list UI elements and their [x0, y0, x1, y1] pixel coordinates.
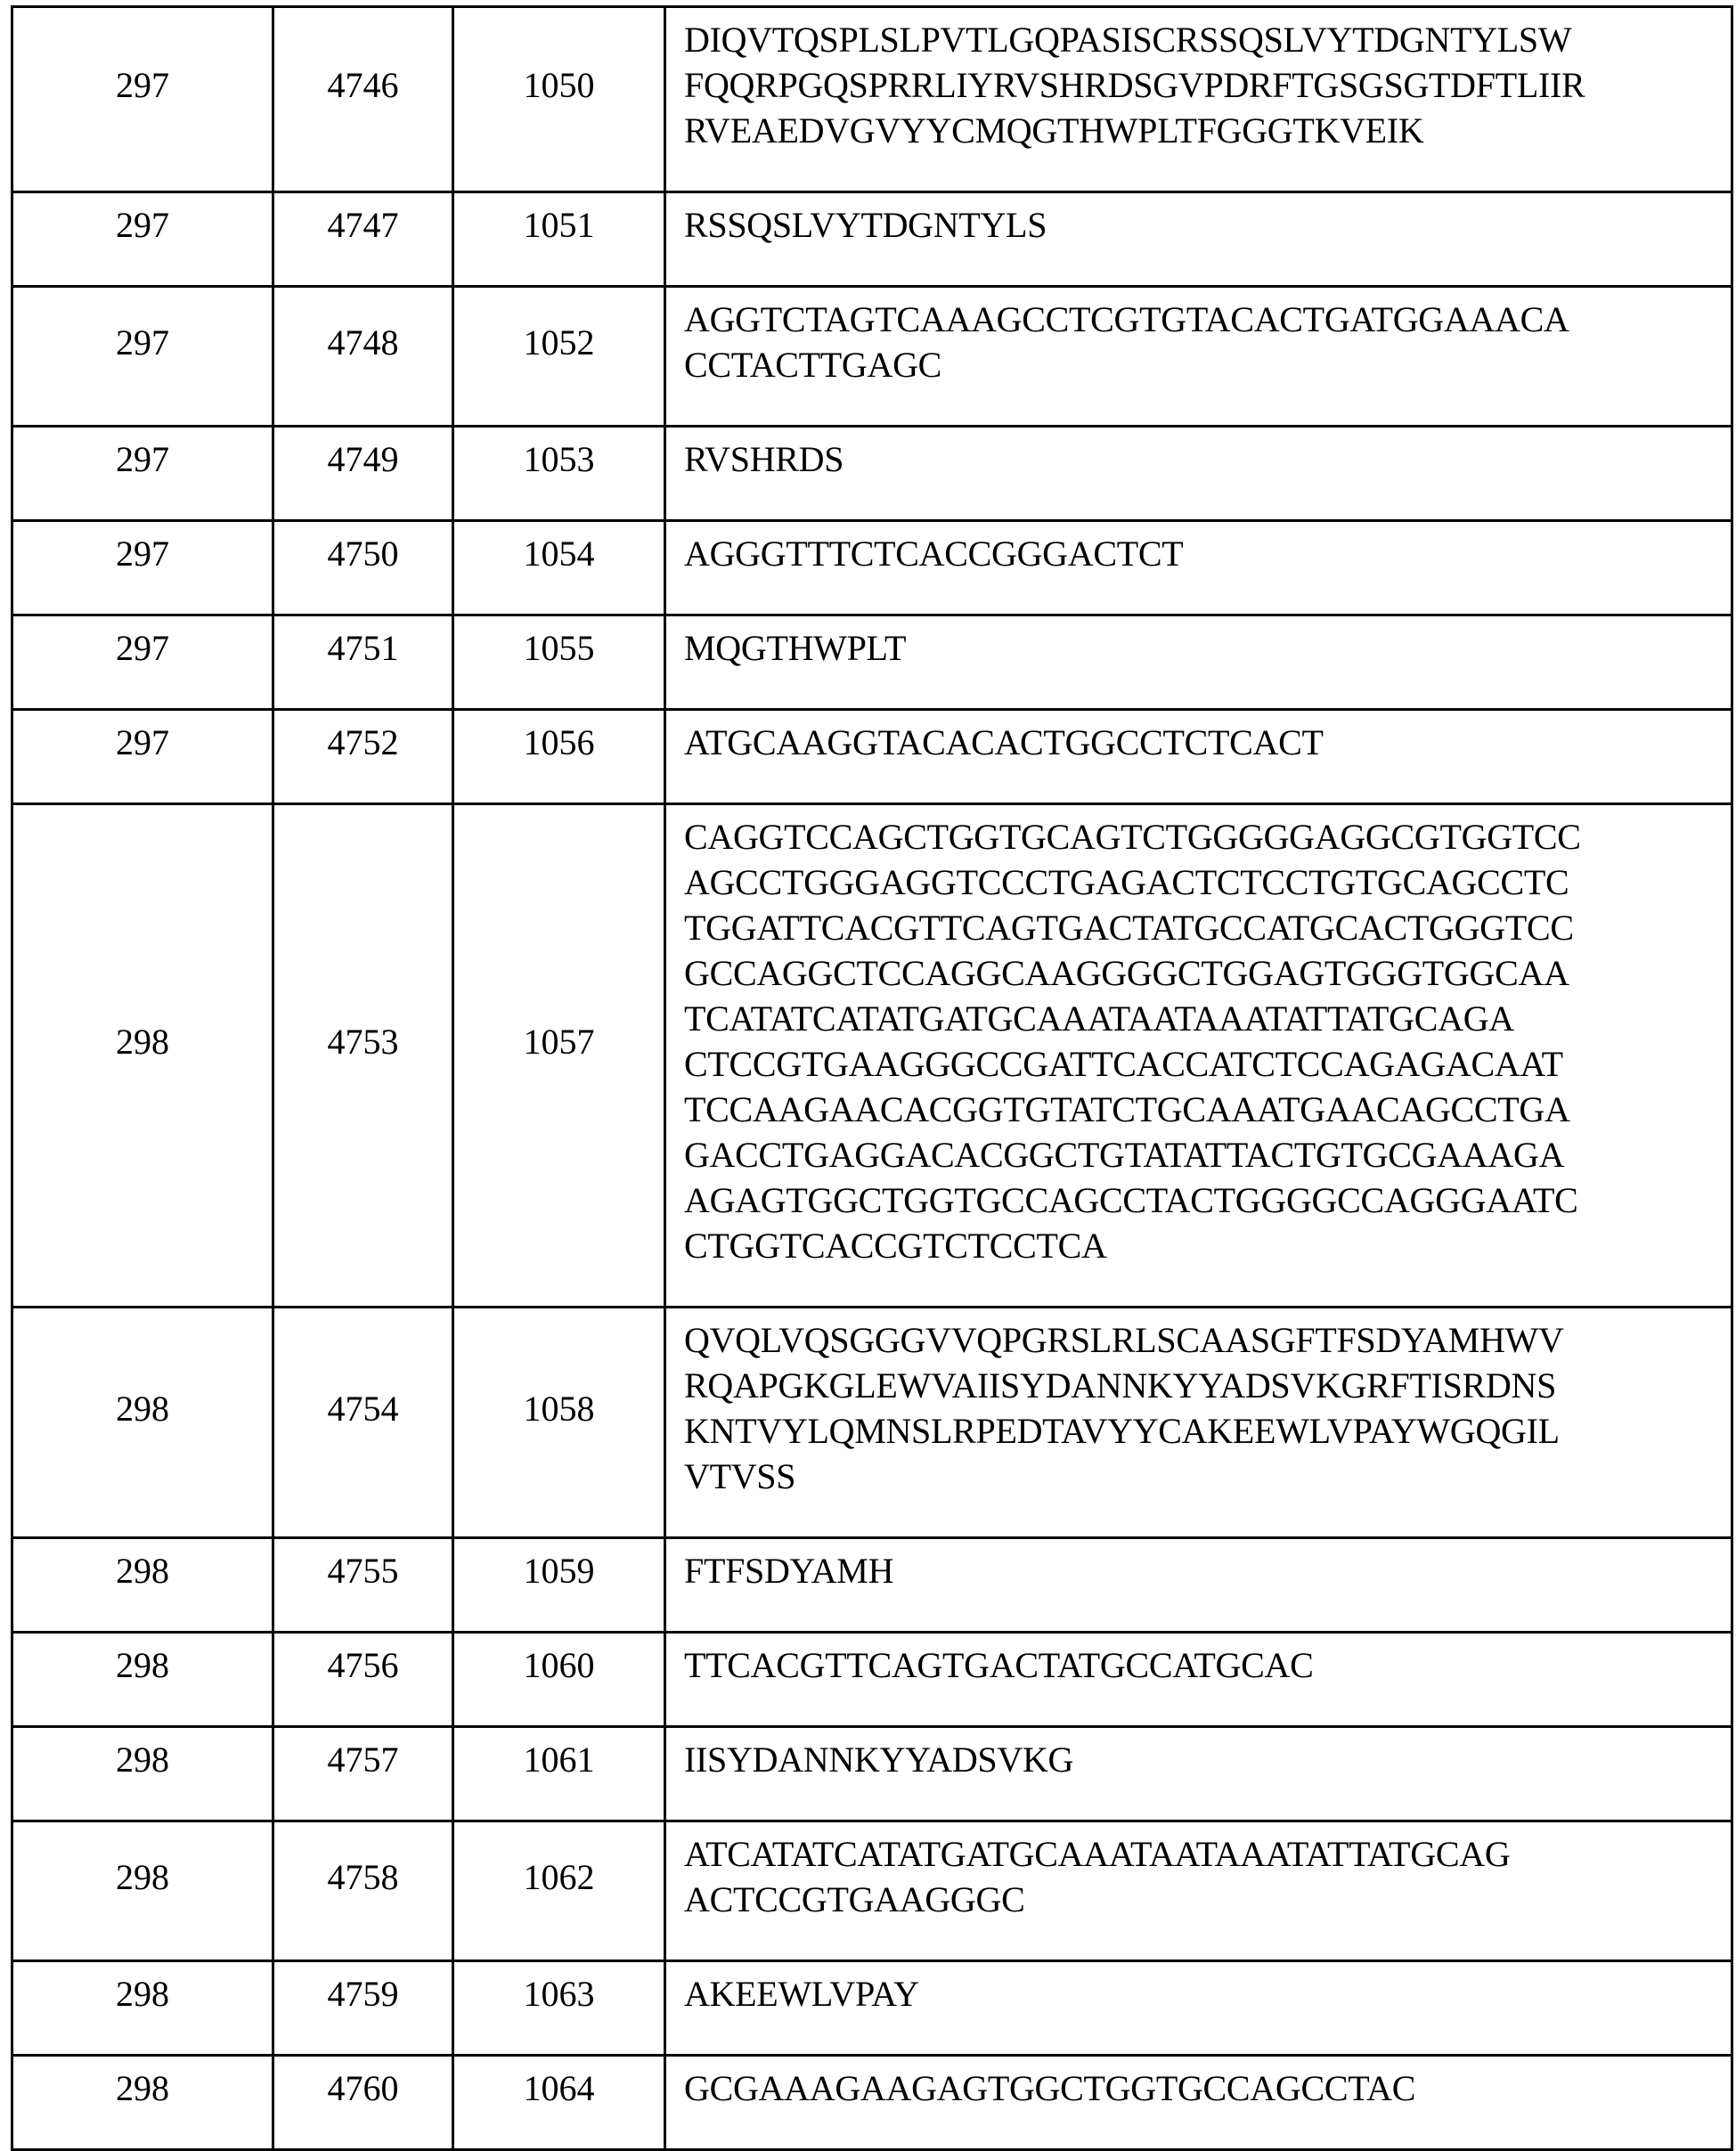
group-id-cell: 297 [12, 427, 273, 521]
group-id-cell: 298 [12, 1633, 273, 1727]
sequence-cell: ATCATATCATATGATGCAAATAATAAATATTATGCAG ACTCCGTGAAGGGC [665, 1821, 1732, 1961]
sequence-cell: AGGGTTTCTCACCGGGACTCT [665, 521, 1732, 615]
sequence-cell: CAGGTCCAGCTGGTGCAGTCTGGGGGAGGCGTGGTCC AGCCTGGGAGGTCCCTGAGACTCTCCTGTGCAGCCTC TGGATTCACGTTCAGTGACTATGCCATGCACTGGGTCC GCCAGGCTCCAGGCAAGGGGCTGGAGTGGGTGGCAA TCATATCATATGATGCAAATAATAAATATTATGCAGA CTCCGTGAAGGGCCGATTCACCATCTCCAGAGACAAT TCCAAGAACACGGTGTATCTGCAAATGAACAGCCTGA GACCTGAGGACACGGCTGTATATTACTGTGCGAAAGA AGAGTGGCTGGTGCCAGCCTACTGGGGCCAGGGAATC CTGGTCACCGTCTCCTCA [665, 804, 1732, 1308]
seq-id-cell: 4760 [273, 2056, 453, 2150]
seq-id-cell: 4758 [273, 1821, 453, 1961]
ref-id-cell: 1063 [453, 1961, 665, 2056]
seq-id-cell: 4754 [273, 1308, 453, 1538]
group-id-cell: 297 [12, 7, 273, 192]
group-id-cell: 298 [12, 804, 273, 1308]
ref-id-cell: 1054 [453, 521, 665, 615]
sequence-cell: DIQVTQSPLSLPVTLGQPASISCRSSQSLVYTDGNTYLSW FQQRPGQSPRRLIYRVSHRDSGVPDRFTGSGSGTDFTLIIR RVEAEDVGVYYCMQGTHWPLTFGGGTKVEIK [665, 7, 1732, 192]
seq-id-cell: 4750 [273, 521, 453, 615]
ref-id-cell: 1055 [453, 615, 665, 710]
sequence-cell: TTCACGTTCAGTGACTATGCCATGCAC [665, 1633, 1732, 1727]
table-row [12, 2056, 1732, 2150]
ref-id-cell: 1052 [453, 287, 665, 427]
sequence-cell: MQGTHWPLT [665, 615, 1732, 710]
seq-id-cell: 4751 [273, 615, 453, 710]
sequence-cell: QVQLVQSGGGVVQPGRSLRLSCAASGFTFSDYAMHWV RQAPGKGLEWVAIISYDANNKYYADSVKGRFTISRDNS KNTVYLQMNSLRPEDTAVYYCAKEEWLVPAYWGQGIL VTVSS [665, 1308, 1732, 1538]
group-id-cell: 297 [12, 192, 273, 287]
seq-id-cell: 4755 [273, 1538, 453, 1633]
table-row [12, 615, 1732, 710]
ref-id-cell: 1058 [453, 1308, 665, 1538]
group-id-cell: 297 [12, 521, 273, 615]
seq-id-cell: 4756 [273, 1633, 453, 1727]
ref-id-cell: 1050 [453, 7, 665, 192]
sequence-cell: FTFSDYAMH [665, 1538, 1732, 1633]
group-id-cell: 297 [12, 615, 273, 710]
seq-id-cell: 4749 [273, 427, 453, 521]
table-row [12, 7, 1732, 192]
sequence-cell: IISYDANNKYYADSVKG [665, 1727, 1732, 1821]
ref-id-cell: 1057 [453, 804, 665, 1308]
sequence-cell: ATGCAAGGTACACACTGGCCTCTCACT [665, 710, 1732, 804]
ref-id-cell: 1061 [453, 1727, 665, 1821]
table-row [12, 192, 1732, 287]
sequence-cell: AKEEWLVPAY [665, 1961, 1732, 2056]
table-row [12, 1727, 1732, 1821]
ref-id-cell: 1062 [453, 1821, 665, 1961]
sequence-cell: RSSQSLVYTDGNTYLS [665, 192, 1732, 287]
group-id-cell: 298 [12, 1821, 273, 1961]
seq-id-cell: 4746 [273, 7, 453, 192]
ref-id-cell: 1064 [453, 2056, 665, 2150]
group-id-cell: 297 [12, 287, 273, 427]
seq-id-cell: 4748 [273, 287, 453, 427]
table-row [12, 287, 1732, 427]
group-id-cell: 298 [12, 1961, 273, 2056]
group-id-cell: 298 [12, 1538, 273, 1633]
group-id-cell: 298 [12, 1727, 273, 1821]
sequence-cell: RVSHRDS [665, 427, 1732, 521]
table-row [12, 1308, 1732, 1538]
table-row [12, 804, 1732, 1308]
ref-id-cell: 1060 [453, 1633, 665, 1727]
seq-id-cell: 4757 [273, 1727, 453, 1821]
table-row [12, 1961, 1732, 2056]
ref-id-cell: 1053 [453, 427, 665, 521]
table-row [12, 1821, 1732, 1961]
seq-id-cell: 4752 [273, 710, 453, 804]
group-id-cell: 298 [12, 1308, 273, 1538]
group-id-cell: 297 [12, 710, 273, 804]
sequence-cell: GCGAAAGAAGAGTGGCTGGTGCCAGCCTAC [665, 2056, 1732, 2150]
table-row [12, 521, 1732, 615]
sequence-table [11, 5, 1733, 2151]
ref-id-cell: 1051 [453, 192, 665, 287]
ref-id-cell: 1056 [453, 710, 665, 804]
seq-id-cell: 4759 [273, 1961, 453, 2056]
ref-id-cell: 1059 [453, 1538, 665, 1633]
table-row [12, 1538, 1732, 1633]
table-row [12, 427, 1732, 521]
seq-id-cell: 4747 [273, 192, 453, 287]
group-id-cell: 298 [12, 2056, 273, 2150]
seq-id-cell: 4753 [273, 804, 453, 1308]
table-row [12, 1633, 1732, 1727]
sequence-cell: AGGTCTAGTCAAAGCCTCGTGTACACTGATGGAAACA CCTACTTGAGC [665, 287, 1732, 427]
table-row [12, 710, 1732, 804]
sequence-table-body [12, 7, 1732, 2150]
